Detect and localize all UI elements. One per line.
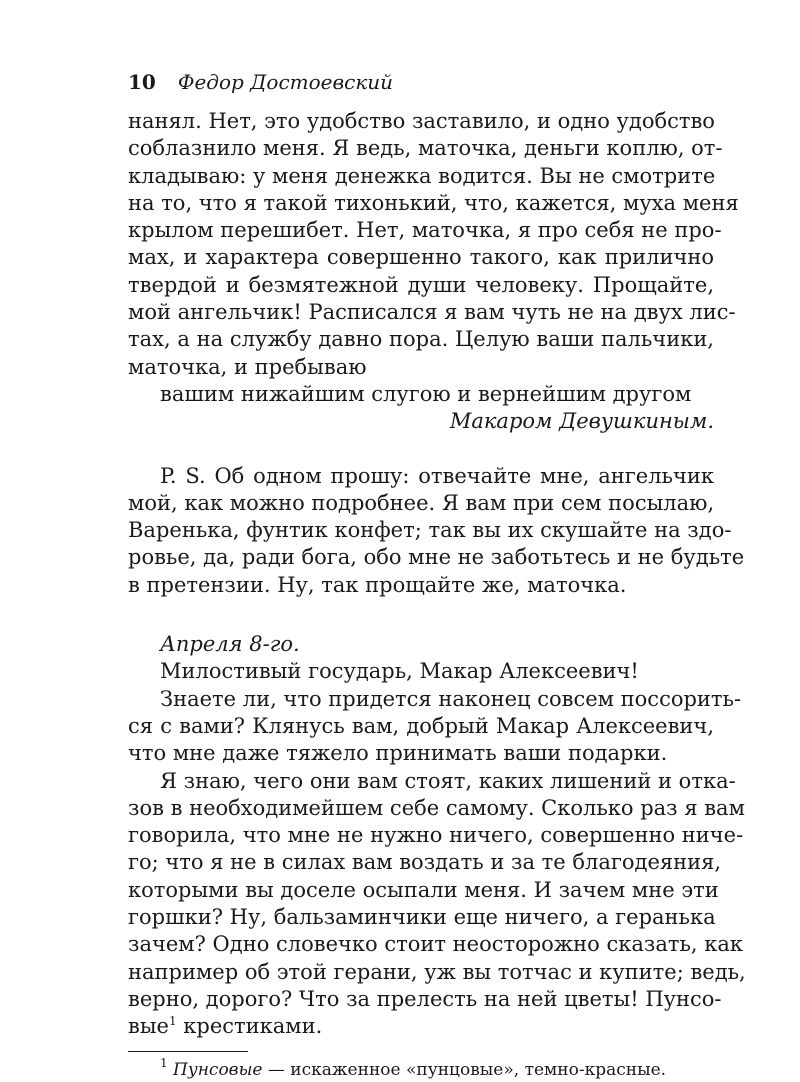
footnoted-word: вые	[128, 1014, 169, 1039]
text-line: твердой и безмятежной души человеку. Прощайте,	[128, 272, 714, 297]
text-line: нанял. Нет, это удобство заставило, и одно удобство	[128, 109, 715, 133]
text-line: P. S. Об одном прошу: отвечайте мне, ангельчик	[160, 463, 714, 488]
text-line: мой, как можно подробнее. Я вам при сем посылаю,	[128, 490, 715, 515]
postscript	[128, 463, 745, 599]
footnote-marker: 1	[160, 1055, 168, 1070]
text-line-with-footnote	[128, 1013, 714, 1040]
signature-closing: вашим нижайшим слугою и вернейшим другом	[160, 381, 692, 406]
text-line: тах, а на службу давно пора. Целую ваши пальчики,	[128, 327, 714, 352]
text-line: Я знаю, чего они вам стоят, каких лишений и отка-	[160, 768, 736, 793]
text-line: горшки? Ну, бальзаминчики еще ничего, а геранька	[128, 905, 716, 930]
text-line: Варенька, фунтик конфет; так вы их скушайте на здо-	[128, 518, 732, 543]
page-body	[128, 108, 746, 1082]
text-fragment: крестиками.	[176, 1014, 323, 1039]
spacer	[128, 599, 714, 631]
signature-name: Макаром Девушкиным.	[449, 409, 714, 434]
footnote-divider	[128, 1051, 248, 1052]
text-line: ровье, да, ради бога, обо мне не заботьтесь и не будьте	[128, 545, 745, 570]
text-line: го; что я не в силах вам воздать и за те благодеяния,	[128, 850, 722, 875]
text-line: кладываю: у меня денежка водится. Вы не смотрите	[128, 163, 716, 188]
letter-salutation: Милостивый государь, Макар Алексеевич!	[160, 659, 639, 684]
author-name: Федор Достоевский	[177, 70, 394, 94]
footnote-reference: 1	[168, 1014, 177, 1029]
paragraph-continuation	[128, 108, 739, 381]
spacer	[128, 436, 714, 463]
text-line: говорила, что мне не нужно ничего, совершенно ниче-	[128, 823, 744, 848]
text-line: маточка, и пребываю	[128, 354, 367, 379]
text-line: зов в необходимейшем себе самому. Сколько раз я вам	[128, 795, 745, 820]
text-line: соблазнило меня. Я ведь, маточка, деньги коплю, от-	[128, 136, 723, 161]
running-header	[128, 70, 393, 94]
text-line: что мне даже тяжело принимать ваши подарки.	[128, 741, 668, 766]
text-line: зачем? Одно словечко стоит неосторожно сказать, как	[128, 932, 744, 957]
text-line: мой ангельчик! Расписался я вам чуть не на двух лис-	[128, 300, 736, 325]
text-line: которыми вы доселе осыпали меня. И зачем мне эти	[128, 877, 719, 902]
letter-date: Апреля 8-го.	[160, 632, 300, 657]
text-line: мах, и характера совершенно такого, как прилично	[128, 245, 714, 270]
text-line: верно, дорого? Что за прелесть на ней цветы! Пунсо-	[128, 986, 722, 1011]
text-line: например об этой герани, уж вы тотчас и купите; ведь,	[128, 959, 746, 984]
page-number: 10	[128, 70, 156, 94]
text-line: крылом перешибет. Нет, маточка, я про себя не про-	[128, 218, 722, 243]
footnote-definition: — искаженное «пунцовые», темно-красные.	[262, 1059, 667, 1080]
text-line: Знаете ли, что придется наконец совсем поссорить-	[160, 686, 742, 711]
letter-two	[128, 631, 746, 1040]
text-line: в претензии. Ну, так прощайте же, маточка.	[128, 572, 627, 597]
footnote-term: Пунсовые	[173, 1059, 263, 1080]
footnote	[128, 1055, 714, 1082]
text-line: на то, что я такой тихонький, что, кажется, муха меня	[128, 190, 739, 215]
text-line: ся с вами? Клянусь вам, добрый Макар Алексеевич,	[128, 713, 714, 738]
letter-signature	[128, 381, 714, 436]
